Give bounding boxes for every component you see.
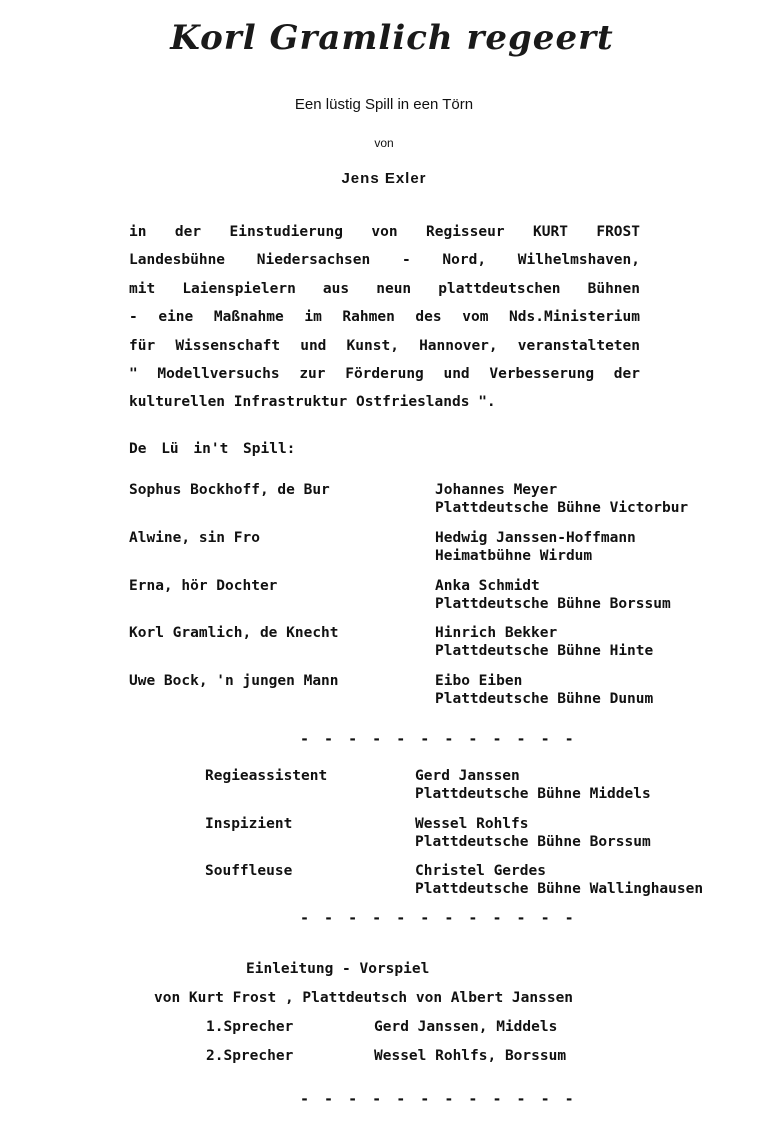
cast-role: Uwe Bock, 'n jungen Mann [129, 673, 339, 689]
cast-role: Sophus Bockhoff, de Bur [129, 482, 330, 498]
cast-stage: Plattdeutsche Bühne Hinte [435, 643, 654, 659]
cast-actor: Hinrich Bekker [435, 625, 558, 641]
intro-line: in der Einstudierung von Regisseur KURT FROST [129, 224, 640, 240]
play-subtitle: Een lüstig Spill in een Törn [294, 96, 474, 113]
speaker-role: 1.Sprecher [206, 1019, 294, 1035]
intro-line: Landesbühne Niedersachsen - Nord, Wilhelmshaven, [129, 252, 640, 269]
separator: - - - - - - - - - - - - [300, 730, 577, 748]
intro-line: kulturellen Infrastruktur Ostfrieslands ". [129, 394, 496, 411]
intro-line: - eine Maßnahme im Rahmen des vom Nds.Ministerium [129, 309, 640, 326]
cast-stage: Heimatbühne Wirdum [435, 548, 593, 564]
crew-name: Gerd Janssen [415, 768, 520, 784]
separator: - - - - - - - - - - - - [300, 909, 577, 927]
cast-actor: Hedwig Janssen-Hoffmann [435, 530, 636, 546]
cast-actor: Johannes Meyer [435, 482, 558, 498]
cast-stage: Plattdeutsche Bühne Borssum [435, 596, 671, 612]
play-title: Korl Gramlich regeert [170, 18, 614, 58]
author-name: Jens Exler [341, 170, 427, 187]
intro-paragraph [129, 218, 640, 417]
cast-role: Alwine, sin Fro [129, 530, 260, 546]
crew-role: Souffleuse [205, 863, 293, 879]
crew-name: Christel Gerdes [415, 863, 546, 879]
intro-line: für Wissenschaft und Kunst, Hannover, veranstalteten [129, 337, 640, 354]
crew-role: Inspizient [205, 816, 293, 832]
crew-stage: Plattdeutsche Bühne Borssum [415, 834, 651, 850]
speaker-role: 2.Sprecher [206, 1048, 294, 1064]
cast-actor: Eibo Eiben [435, 673, 523, 689]
intro-line: " Modellversuchs zur Förderung und Verbesserung der [129, 366, 640, 383]
cast-heading: De Lü in't Spill: [129, 441, 296, 457]
crew-name: Wessel Rohlfs [415, 816, 529, 832]
cast-stage: Plattdeutsche Bühne Victorbur [435, 500, 689, 516]
speaker-name: Gerd Janssen, Middels [374, 1019, 558, 1035]
cast-role: Erna, hör Dochter [129, 578, 278, 594]
prelude-heading: Einleitung - Vorspiel [246, 961, 430, 977]
crew-role: Regieassistent [205, 768, 328, 784]
crew-stage: Plattdeutsche Bühne Middels [415, 786, 651, 802]
cast-stage: Plattdeutsche Bühne Dunum [435, 691, 654, 707]
by-label: von [374, 136, 394, 150]
speaker-name: Wessel Rohlfs, Borssum [374, 1048, 567, 1064]
separator: - - - - - - - - - - - - [300, 1090, 577, 1108]
crew-stage: Plattdeutsche Bühne Wallinghausen [415, 881, 704, 897]
intro-line: mit Laienspielern aus neun plattdeutschen Bühnen [129, 280, 640, 297]
prelude-credit: von Kurt Frost , Plattdeutsch von Albert Janssen [154, 990, 574, 1006]
cast-role: Korl Gramlich, de Knecht [129, 625, 339, 641]
cast-actor: Anka Schmidt [435, 578, 540, 594]
